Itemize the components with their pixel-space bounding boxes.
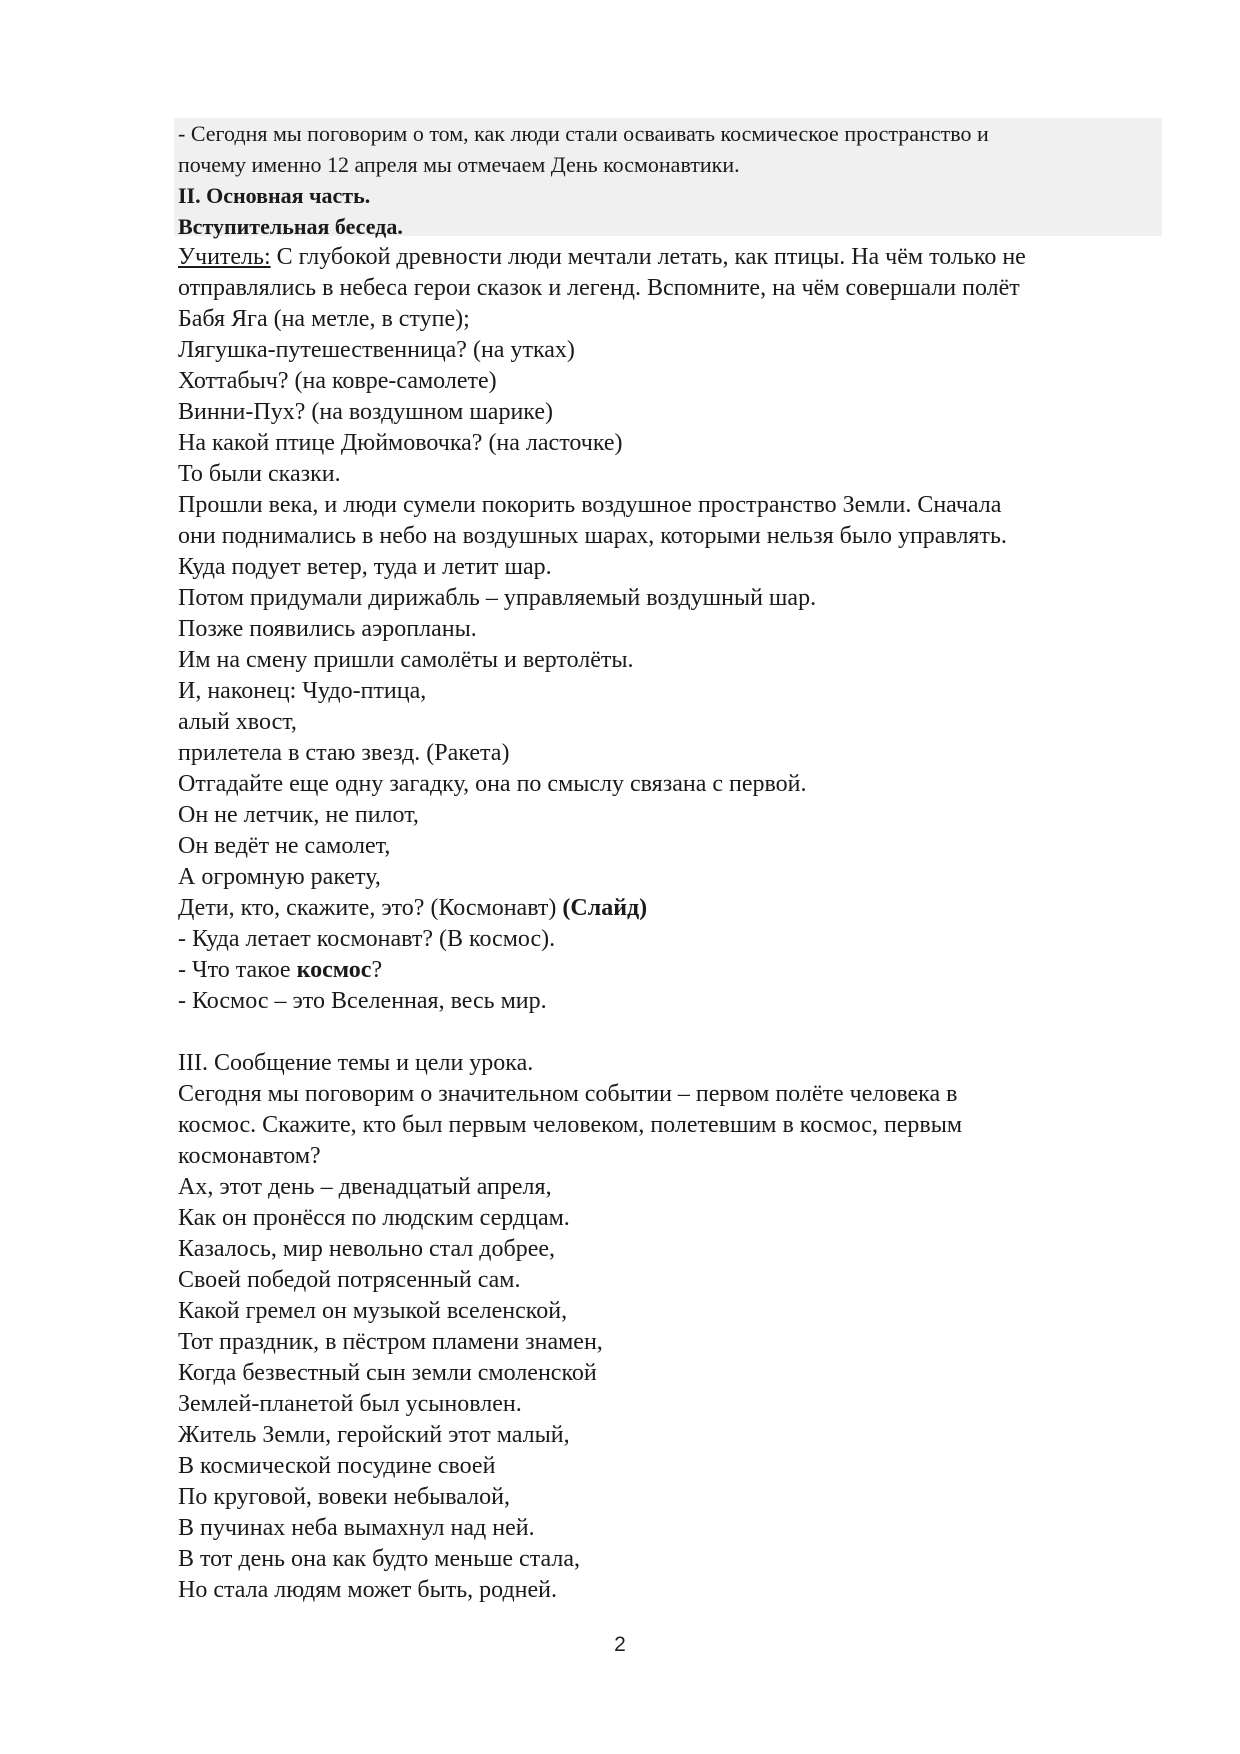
intro-talk-heading: Вступительная беседа. bbox=[178, 214, 403, 239]
kids-question-text: Дети, кто, скажите, это? (Космонавт) bbox=[178, 895, 563, 921]
poem-line: В космической посудине своей bbox=[178, 1453, 496, 1479]
paragraph-gap bbox=[178, 1017, 1158, 1048]
body-line: Потом придумали дирижабль – управляемый воздушный шар. bbox=[178, 585, 817, 611]
teacher-line-1 bbox=[178, 242, 1158, 273]
poem-line: В тот день она как будто меньше стала, bbox=[178, 1546, 580, 1572]
body-line: прилетела в стаю звезд. (Ракета) bbox=[178, 740, 510, 766]
question-where: - Куда летает космонавт? (В космос). bbox=[178, 926, 556, 952]
body-line: Прошли века, и люди сумели покорить воздушное пространство Земли. Сначала bbox=[178, 492, 1002, 518]
body-line: алый хвост, bbox=[178, 709, 297, 735]
poem-line: Своей победой потрясенный сам. bbox=[178, 1267, 521, 1293]
question-what-word: космос bbox=[296, 957, 372, 983]
poem-block bbox=[178, 1172, 1158, 1606]
body-line: А огромную ракету, bbox=[178, 864, 381, 890]
poem-line: В пучинах неба вымахнул над ней. bbox=[178, 1515, 535, 1541]
poem-line: Тот праздник, в пёстром пламени знамен, bbox=[178, 1329, 603, 1355]
document-body bbox=[178, 118, 1158, 1606]
body-line: Им на смену пришли самолёты и вертолёты. bbox=[178, 647, 634, 673]
body-line: они поднимались в небо на воздушных шарах, которыми нельзя было управлять. bbox=[178, 523, 1007, 549]
section-3-line-2: космос. Скажите, кто был первым человеком, полетевшим в космос, первым bbox=[178, 1112, 963, 1138]
page-number: 2 bbox=[614, 1633, 626, 1656]
kids-question-line bbox=[178, 893, 1158, 924]
poem-line: Какой гремел он музыкой вселенской, bbox=[178, 1298, 568, 1324]
poem-line: Казалось, мир невольно стал добрее, bbox=[178, 1236, 556, 1262]
poem-line: Но стала людям может быть, родней. bbox=[178, 1577, 558, 1603]
teacher-line-1-rest: С глубокой древности люди мечтали летать, как птицы. На чём только не bbox=[270, 244, 1026, 270]
section-3-heading: III. Сообщение темы и цели урока. bbox=[178, 1050, 534, 1076]
body-line: На какой птице Дюймовочка? (на ласточке) bbox=[178, 430, 623, 456]
slide-marker: (Слайд) bbox=[562, 895, 648, 921]
question-what bbox=[178, 955, 1158, 986]
question-what-prefix: - Что такое bbox=[178, 957, 297, 983]
section-3-line-1: Сегодня мы поговорим о значительном событии – первом полёте человека в bbox=[178, 1081, 958, 1107]
intro-line-2: почему именно 12 апреля мы отмечаем День космонавтики. bbox=[178, 152, 740, 177]
body-line: Он не летчик, не пилот, bbox=[178, 802, 419, 828]
poem-line: Как он пронёсся по людским сердцам. bbox=[178, 1205, 570, 1231]
intro-line-1: - Сегодня мы поговорим о том, как люди стали осваивать космическое пространство и bbox=[178, 121, 989, 146]
section-2-heading: II. Основная часть. bbox=[178, 183, 371, 208]
poem-line: Когда безвестный сын земли смоленской bbox=[178, 1360, 597, 1386]
body-line: И, наконец: Чудо-птица, bbox=[178, 678, 427, 704]
teacher-line-3: Бабя Яга (на метле, в ступе); bbox=[178, 306, 470, 332]
teacher-label: Учитель: bbox=[178, 244, 271, 270]
body-line: Куда подует ветер, туда и летит шар. bbox=[178, 554, 552, 580]
poem-line: Житель Земли, геройский этот малый, bbox=[178, 1422, 570, 1448]
section-3-line-3: космонавтом? bbox=[178, 1143, 321, 1169]
poem-line: По круговой, вовеки небывалой, bbox=[178, 1484, 510, 1510]
body-line: Он ведёт не самолет, bbox=[178, 833, 391, 859]
body-line: То были сказки. bbox=[178, 461, 341, 487]
body-lines-a bbox=[178, 335, 1158, 893]
body-line: Лягушка-путешественница? (на утках) bbox=[178, 337, 575, 363]
answer-space: - Космос – это Вселенная, весь мир. bbox=[178, 988, 547, 1014]
body-line: Хоттабыч? (на ковре-самолете) bbox=[178, 368, 497, 394]
body-line: Винни-Пух? (на воздушном шарике) bbox=[178, 399, 554, 425]
body-line: Отгадайте еще одну загадку, она по смыслу связана с первой. bbox=[178, 771, 807, 797]
teacher-line-2: отправлялись в небеса герои сказок и легенд. Вспомните, на чём совершали полёт bbox=[178, 275, 1020, 301]
body-line: Позже появились аэропланы. bbox=[178, 616, 477, 642]
question-what-suffix: ? bbox=[371, 957, 383, 983]
poem-line: Ах, этот день – двенадцатый апреля, bbox=[178, 1174, 552, 1200]
poem-line: Землей-планетой был усыновлен. bbox=[178, 1391, 522, 1417]
